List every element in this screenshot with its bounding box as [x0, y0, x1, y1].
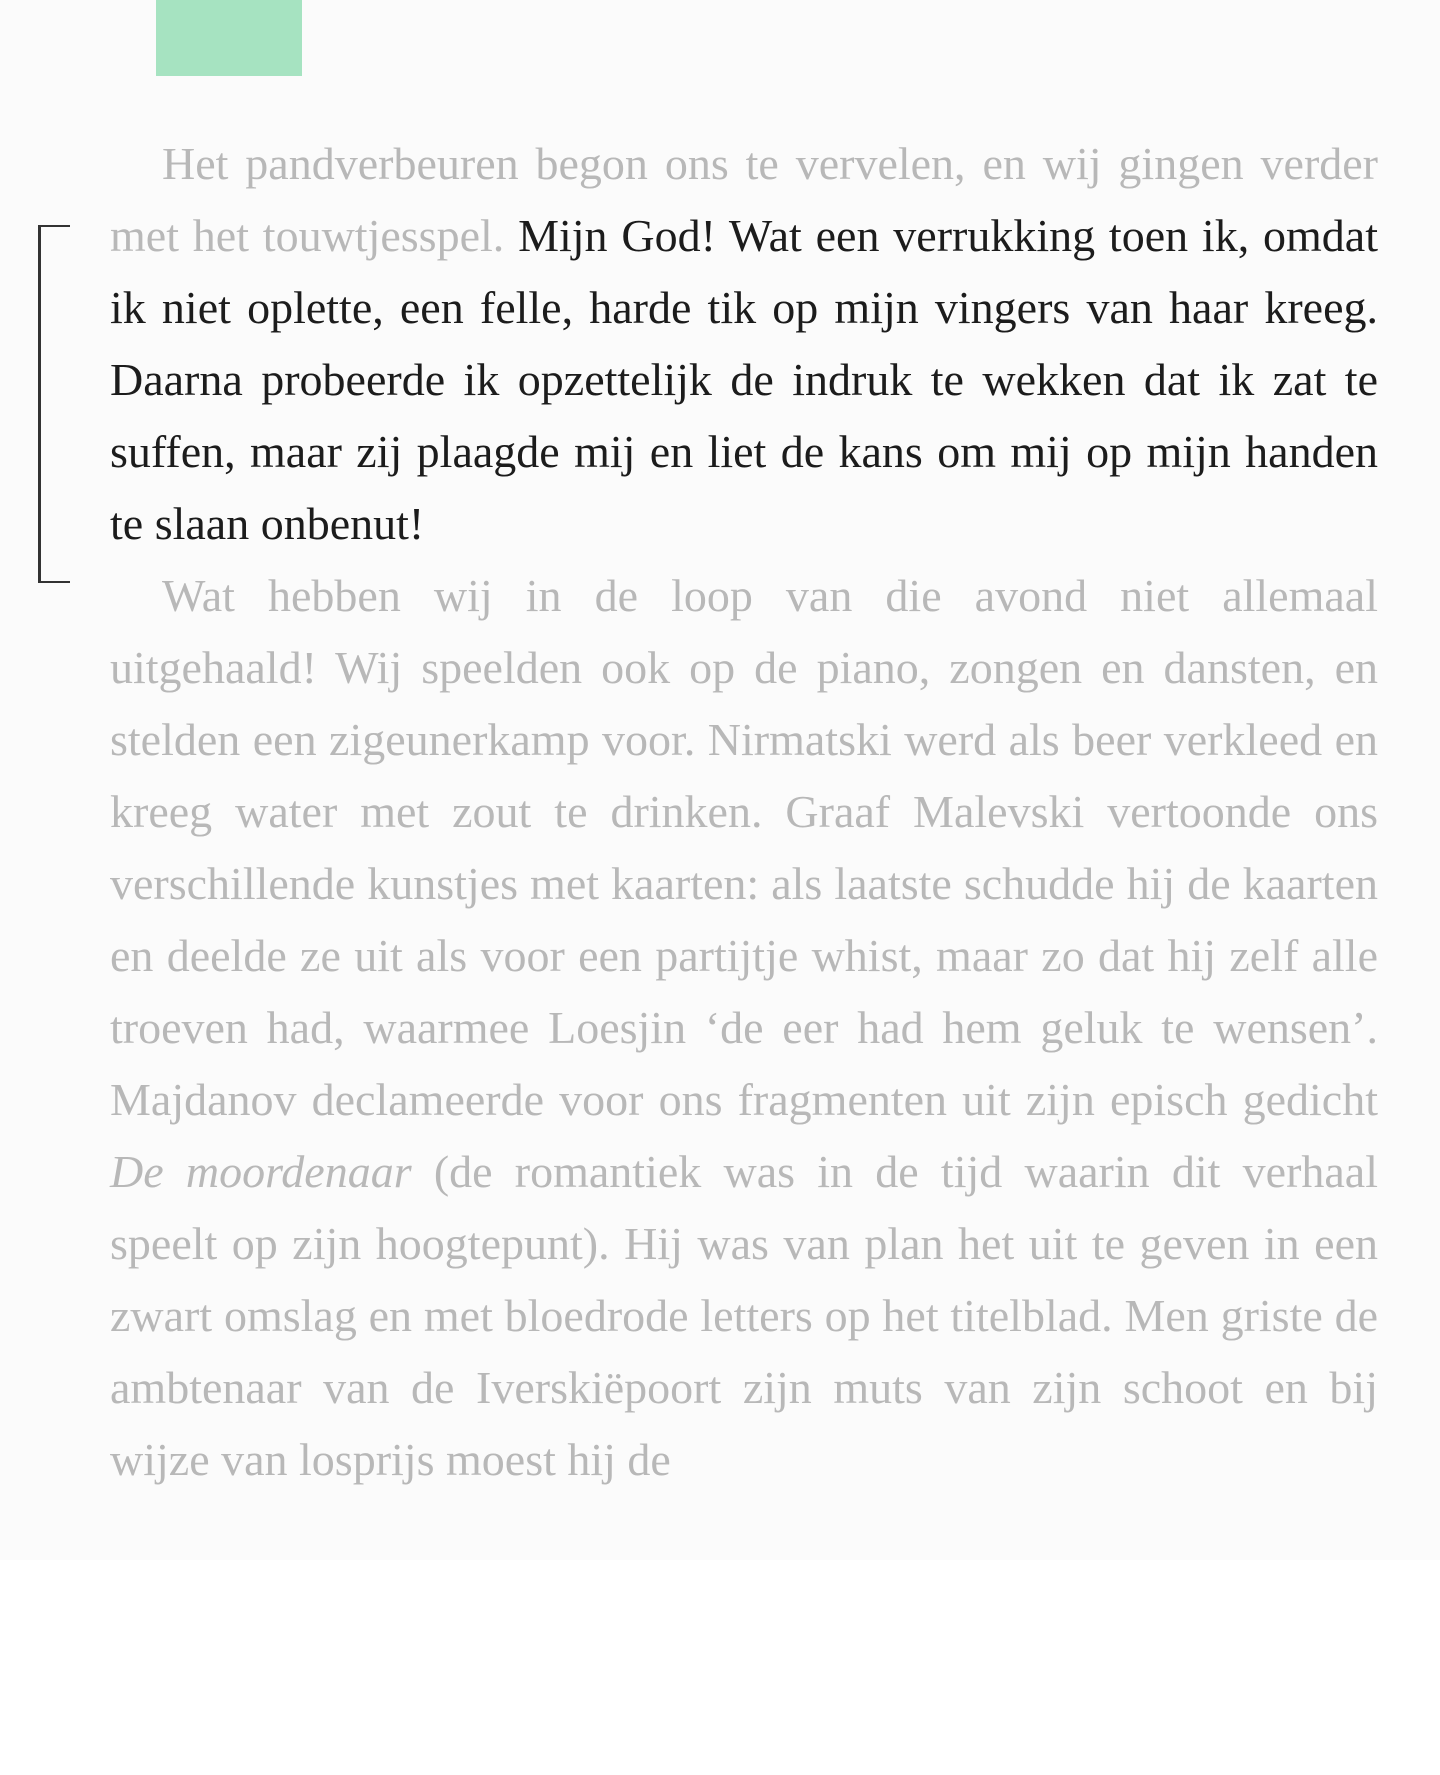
- paragraph-1-faded-text: Het pandverbeuren begon ons te vervelen, en wij gingen verder met het touwtjesspel.: [110, 138, 1378, 261]
- paragraph-2-text-part2: (de romantiek was in de tijd waarin dit verhaal speelt op zijn hoogtepunt). Hij was van plan het uit te geven in een zwart omslag en met bloedrode letters op het titelblad. Men griste de ambtenaar van de Iverskiëpoort zijn muts van zijn schoot en bij wijze van losprijs moest hij de: [110, 1146, 1379, 1485]
- book-page-text: [110, 128, 1378, 1496]
- green-tab-marker: [156, 0, 302, 76]
- highlighted-passage: Mijn God! Wat een verrukking toen ik, omdat ik niet oplette, een felle, harde tik op mijn vingers van haar kreeg. Daarna probeerde ik opzettelijk de indruk te wekken dat ik zat te suffen, maar zij plaagde mij en liet de kans om mij op mijn handen te slaan onbenut!: [110, 210, 1378, 549]
- paragraph-2-text-part1: Wat hebben wij in de loop van die avond niet allemaal uitgehaald! Wij speelden ook op de piano, zongen en dansten, en stelden een zigeunerkamp voor. Nirmatski werd als beer verkleed en kreeg water met zout te drinken. Graaf Malevski vertoonde ons verschillende kunstjes met kaarten: als laatste schudde hij de kaarten en deelde ze uit als voor een partijtje whist, maar zo dat hij zelf alle troeven had, waarmee Loesjin ‘de eer had hem geluk te wensen’. Majdanov declameerde voor ons fragmenten uit zijn episch gedicht: [110, 570, 1378, 1125]
- poem-title: De moordenaar: [110, 1146, 412, 1197]
- page-bottom-margin: [0, 1560, 1440, 1775]
- paragraph-2: [110, 560, 1378, 1496]
- margin-bracket: [38, 225, 70, 583]
- paragraph-1: [110, 128, 1378, 560]
